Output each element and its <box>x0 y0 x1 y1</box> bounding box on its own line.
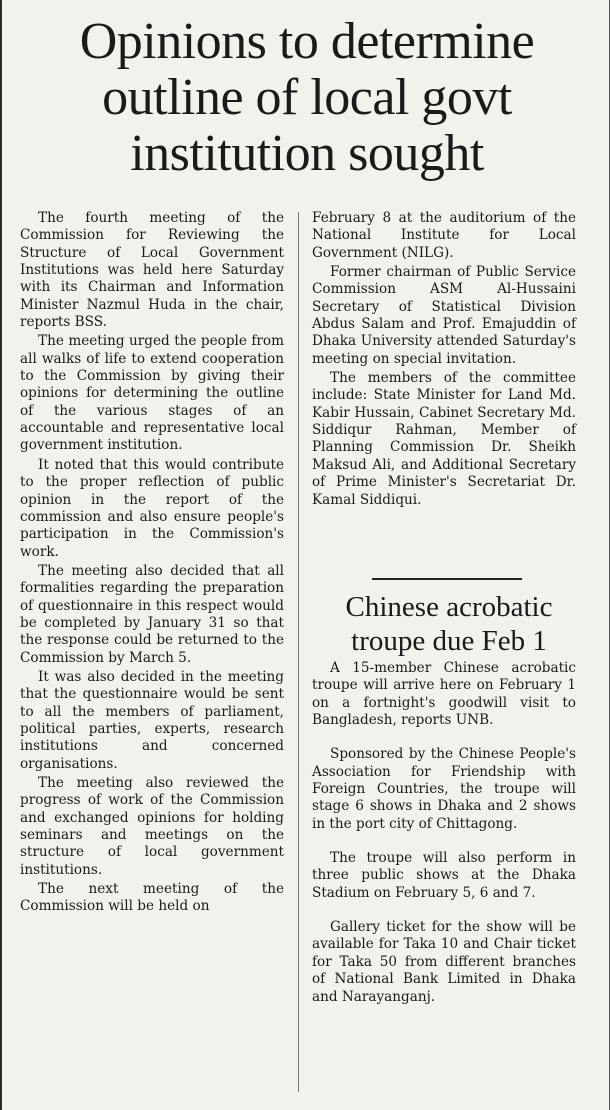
main-headline <box>10 14 604 182</box>
main-headline-line: Opinions to determine <box>79 13 535 70</box>
article-paragraph: Former chairman of Public Service Commission ASM Al-Hussaini Secretary of Statistical Division Abdus Salam and Prof. Emajuddin of Dhaka University attended Saturday's meeting on special invitation. <box>312 264 576 367</box>
article-paragraph: The meeting also decided that all formalities regarding the preparation of questionnaire in this respect would be completed by January 31 so that the response could be returned to the Commission by March 5. <box>20 562 284 666</box>
article-paragraph: It was also decided in the meeting that the questionnaire would be sent to all the members of parliament, political parties, experts, research institutions and concerned organisations. <box>20 668 284 772</box>
article-paragraph: Gallery ticket for the show will be available for Taka 10 and Chair ticket for Taka 50 from different branches of National Bank Limited in Dhaka and Narayanganj. <box>312 919 576 1005</box>
article-paragraph: February 8 at the auditorium of the National Institute for Local Government (NILG). <box>312 210 576 261</box>
article-paragraph: The meeting urged the people from all walks of life to extend cooperation to the Commission by giving their opinions for determining the outline of the various stages of an accountable and representative local government institution. <box>20 333 284 454</box>
article-paragraph: The next meeting of the Commission will be held on <box>20 881 284 915</box>
article-paragraph: The fourth meeting of the Commission for Reviewing the Structure of Local Government Institutions was held here Saturday with its Chairman and Information Minister Nazmul Huda in the chair, reports BSS. <box>20 210 284 331</box>
article-paragraph: The members of the committee include: State Minister for Land Md. Kabir Hussain, Cabinet Secretary Md. Siddiqur Rahman, Member of Planning Commission Dr. Sheikh Maksud Ali, and Additional Secretary of Prime Minister's Secretariat Dr. Kamal Siddiqui. <box>312 370 576 508</box>
article-paragraph: It noted that this would contribute to the proper reflection of public opinion in the report of the commission and also ensure people's participation in the Commission's work. <box>20 456 284 560</box>
article-paragraph: The meeting also reviewed the progress of work of the Commission and exchanged opinions for holding seminars and meetings on the structure of local government institutions. <box>20 775 284 878</box>
column-divider <box>298 212 299 1092</box>
article-separator-rule <box>372 578 522 580</box>
article-paragraph: Sponsored by the Chinese People's Association for Friendship with Foreign Countries, the troupe will stage 6 shows in Dhaka and 2 shows in the port city of Chittagong. <box>312 746 576 832</box>
article-paragraph: The troupe will also perform in three public shows at the Dhaka Stadium on February 5, 6 and 7. <box>312 850 576 901</box>
second-article-body <box>312 660 576 1008</box>
second-headline-line: Chinese acrobatic <box>345 591 553 623</box>
main-headline-line: institution sought <box>130 125 484 182</box>
second-headline-line: troupe due Feb 1 <box>351 625 547 657</box>
main-article-left-column <box>20 210 284 918</box>
second-headline <box>306 590 592 658</box>
main-article-right-column <box>312 210 576 511</box>
article-paragraph: A 15-member Chinese acrobatic troupe will arrive here on February 1 on a fortnight's goodwill visit to Bangladesh, reports UNB. <box>312 660 576 729</box>
main-headline-line: outline of local govt <box>102 69 512 126</box>
